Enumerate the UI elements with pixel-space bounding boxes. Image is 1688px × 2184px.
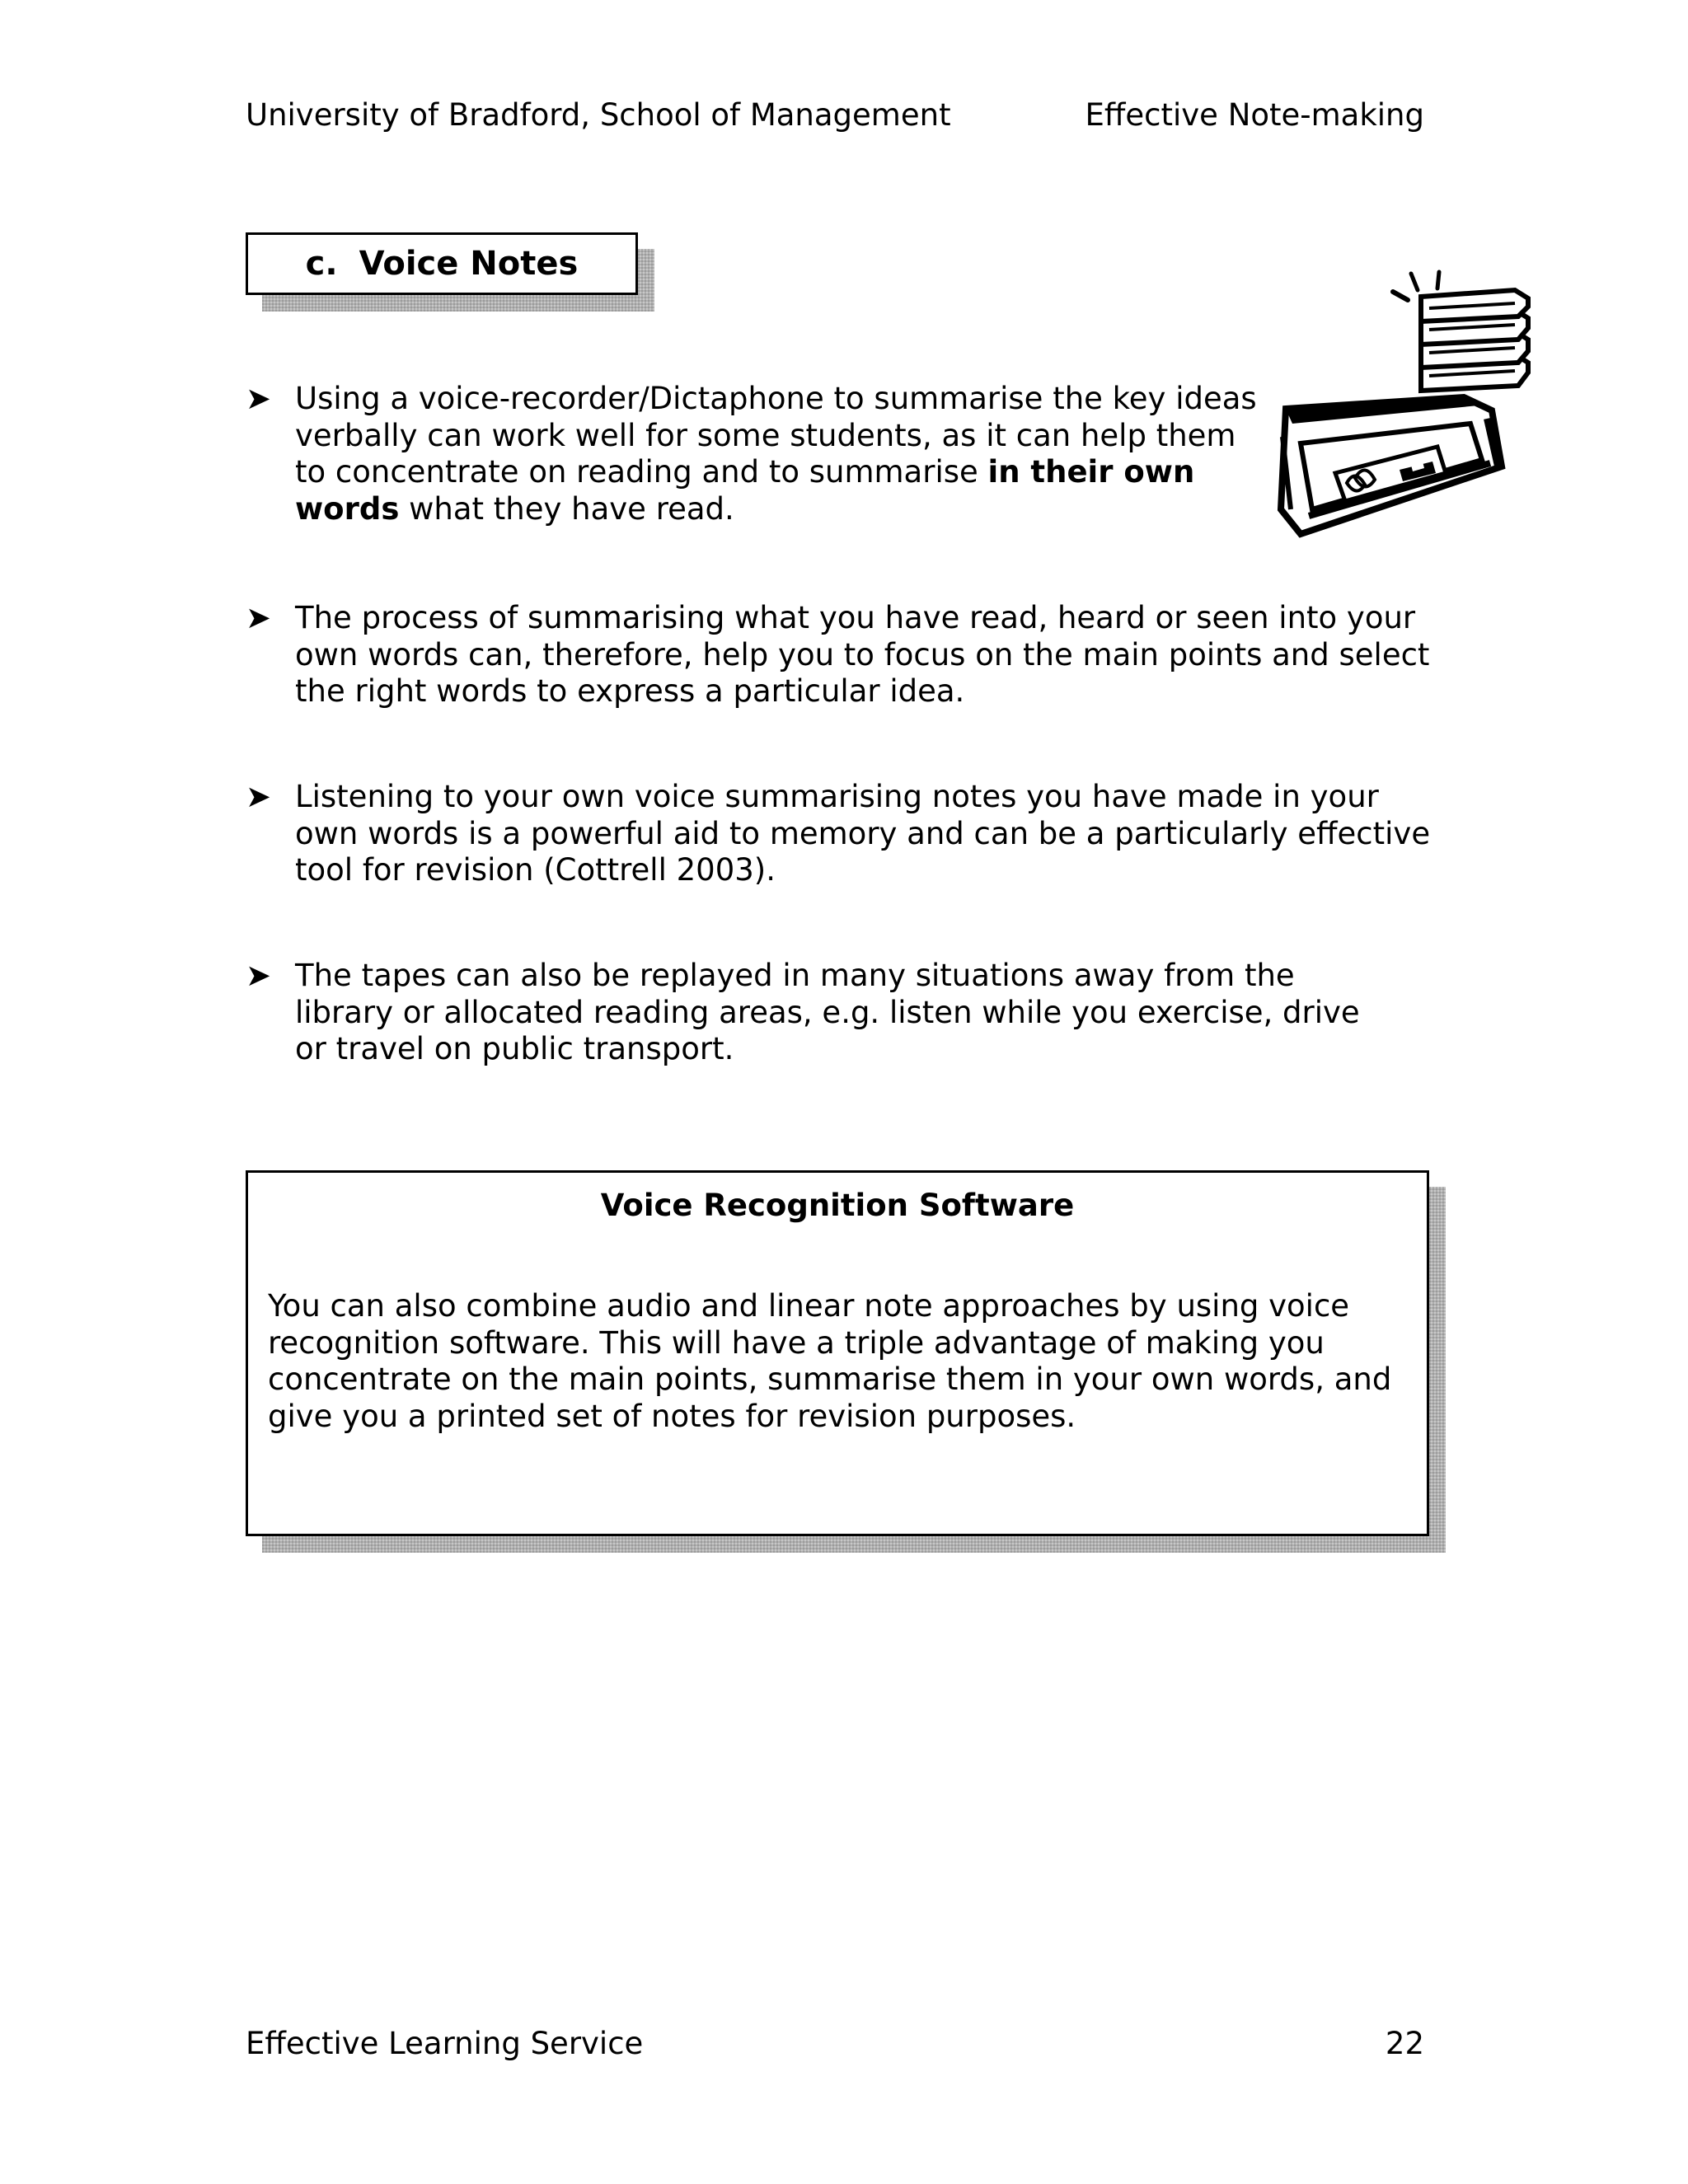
callout-line: You can also combine audio and linear note approaches by using voice [268,1288,1350,1324]
bullet-text: to concentrate on reading and to summarise [295,454,988,490]
page-number: 22 [1385,2026,1424,2061]
callout-line: recognition software. This will have a triple advantage of making you [268,1324,1325,1361]
callout-text [268,1288,1391,1435]
emphasis-text: words [295,490,400,527]
bullet-line: or travel on public transport. [295,1031,734,1066]
arrowhead-bullet-icon: ➤ [246,958,272,993]
callout-box [246,1170,1429,1536]
footer-left: Effective Learning Service [246,2026,644,2061]
bullet-line: The tapes can also be replayed in many situations away from the [295,958,1295,993]
section-title: Voice Notes [359,245,579,283]
bullet-line: own words can, therefore, help you to focus on the main points and select [295,636,1430,673]
bullet-text: what they have read. [399,490,734,527]
bullet-line: The process of summarising what you have read, heard or seen into your [295,600,1416,635]
header-right: Effective Note-making [1085,97,1424,133]
callout-title: Voice Recognition Software [600,1188,1075,1223]
bullet-line [295,491,1257,528]
bullet-line: own words is a powerful aid to memory and can be a particularly effective [295,815,1431,851]
bullet-line: the right words to express a particular idea. [295,673,965,709]
bullet-line: Listening to your own voice summarising notes you have made in your [295,779,1379,814]
bullet-line: Using a voice-recorder/Dictaphone to summarise the key ideas [295,381,1257,416]
header-left: University of Bradford, School of Management [246,97,951,133]
emphasis-text: in their own [987,454,1195,490]
bullet-line: library or allocated reading areas, e.g. listen while you exercise, drive [295,994,1360,1030]
callout-line: give you a printed set of notes for revision purposes. [268,1398,1076,1434]
arrowhead-bullet-icon: ➤ [246,600,272,635]
cassette-tapes-icon [1276,262,1540,542]
section-letter: c. [305,245,338,283]
callout-line: concentrate on the main points, summarise them in your own words, and [268,1361,1392,1397]
arrowhead-bullet-icon: ➤ [246,381,272,416]
section-title-box [246,232,638,295]
arrowhead-bullet-icon: ➤ [246,779,272,814]
bullet-line: tool for revision (Cottrell 2003). [295,852,776,888]
bullet-line: verbally can work well for some students, as it can help them [295,417,1236,453]
bullet-line [295,454,1257,491]
